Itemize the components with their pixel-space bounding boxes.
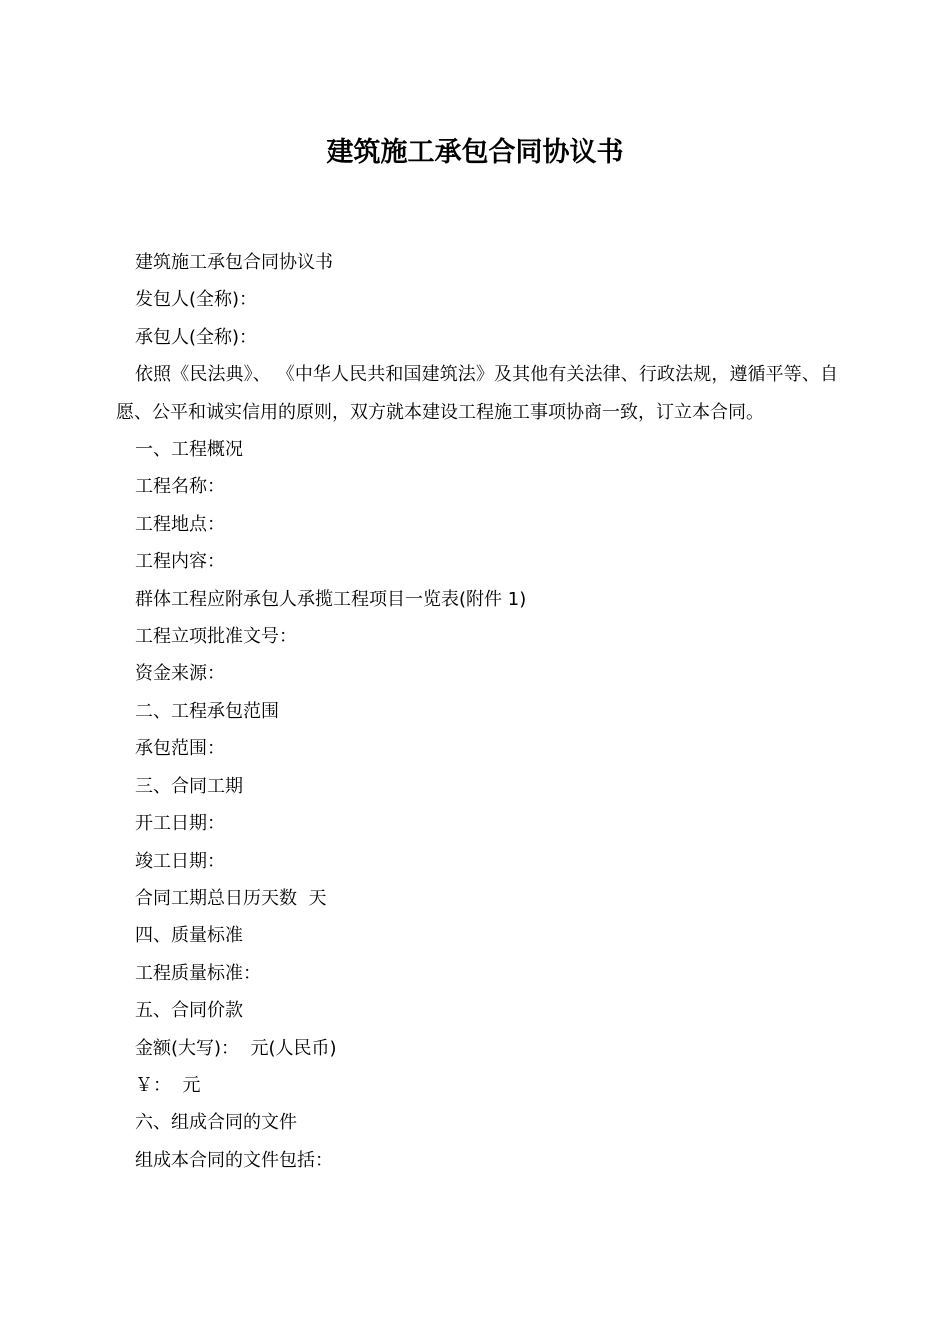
amount-words-line: 金额(大写)： 元(人民币) xyxy=(135,1037,337,1059)
employer-line: 发包人(全称)： xyxy=(135,289,258,311)
approval-number-line: 工程立项批准文号： xyxy=(135,626,297,648)
contractor-line: 承包人(全称)： xyxy=(135,326,258,348)
funding-source-line: 资金来源： xyxy=(135,663,225,685)
completion-date-line: 竣工日期： xyxy=(135,850,225,872)
preamble-paragraph: 依照《民法典》、 《中华人民共和国建筑法》及其他有关法律、行政法规，遵循平等、自愿、公平和诚实信用的原则，双方就本建设工程施工事项协商一致，订立本合同。 xyxy=(116,364,838,423)
body-heading: 建筑施工承包合同协议书 xyxy=(135,252,333,273)
quality-standard-line: 工程质量标准： xyxy=(135,962,261,984)
scope-line: 承包范围： xyxy=(135,738,225,760)
section-heading-duration: 三、合同工期 xyxy=(135,775,243,797)
document-body xyxy=(116,244,838,1179)
section-heading-documents: 六、组成合同的文件 xyxy=(135,1112,297,1134)
total-days-line: 合同工期总日历天数 天 xyxy=(135,887,327,909)
project-name-line: 工程名称： xyxy=(135,476,225,498)
start-date-line: 开工日期： xyxy=(135,813,225,835)
section-heading-price: 五、合同价款 xyxy=(135,1000,243,1022)
document-title: 建筑施工承包合同协议书 xyxy=(326,137,624,168)
section-heading-scope: 二、工程承包范围 xyxy=(135,700,279,722)
group-project-note: 群体工程应附承包人承揽工程项目一览表(附件 1) xyxy=(135,588,527,610)
section-heading-project-overview: 一、工程概况 xyxy=(135,439,243,461)
documents-included-line: 组成本合同的文件包括： xyxy=(135,1149,333,1171)
amount-figures-line: ￥： 元 xyxy=(135,1074,201,1096)
project-location-line: 工程地点： xyxy=(135,513,225,535)
section-heading-quality: 四、质量标准 xyxy=(135,925,243,947)
project-content-line: 工程内容： xyxy=(135,551,225,573)
